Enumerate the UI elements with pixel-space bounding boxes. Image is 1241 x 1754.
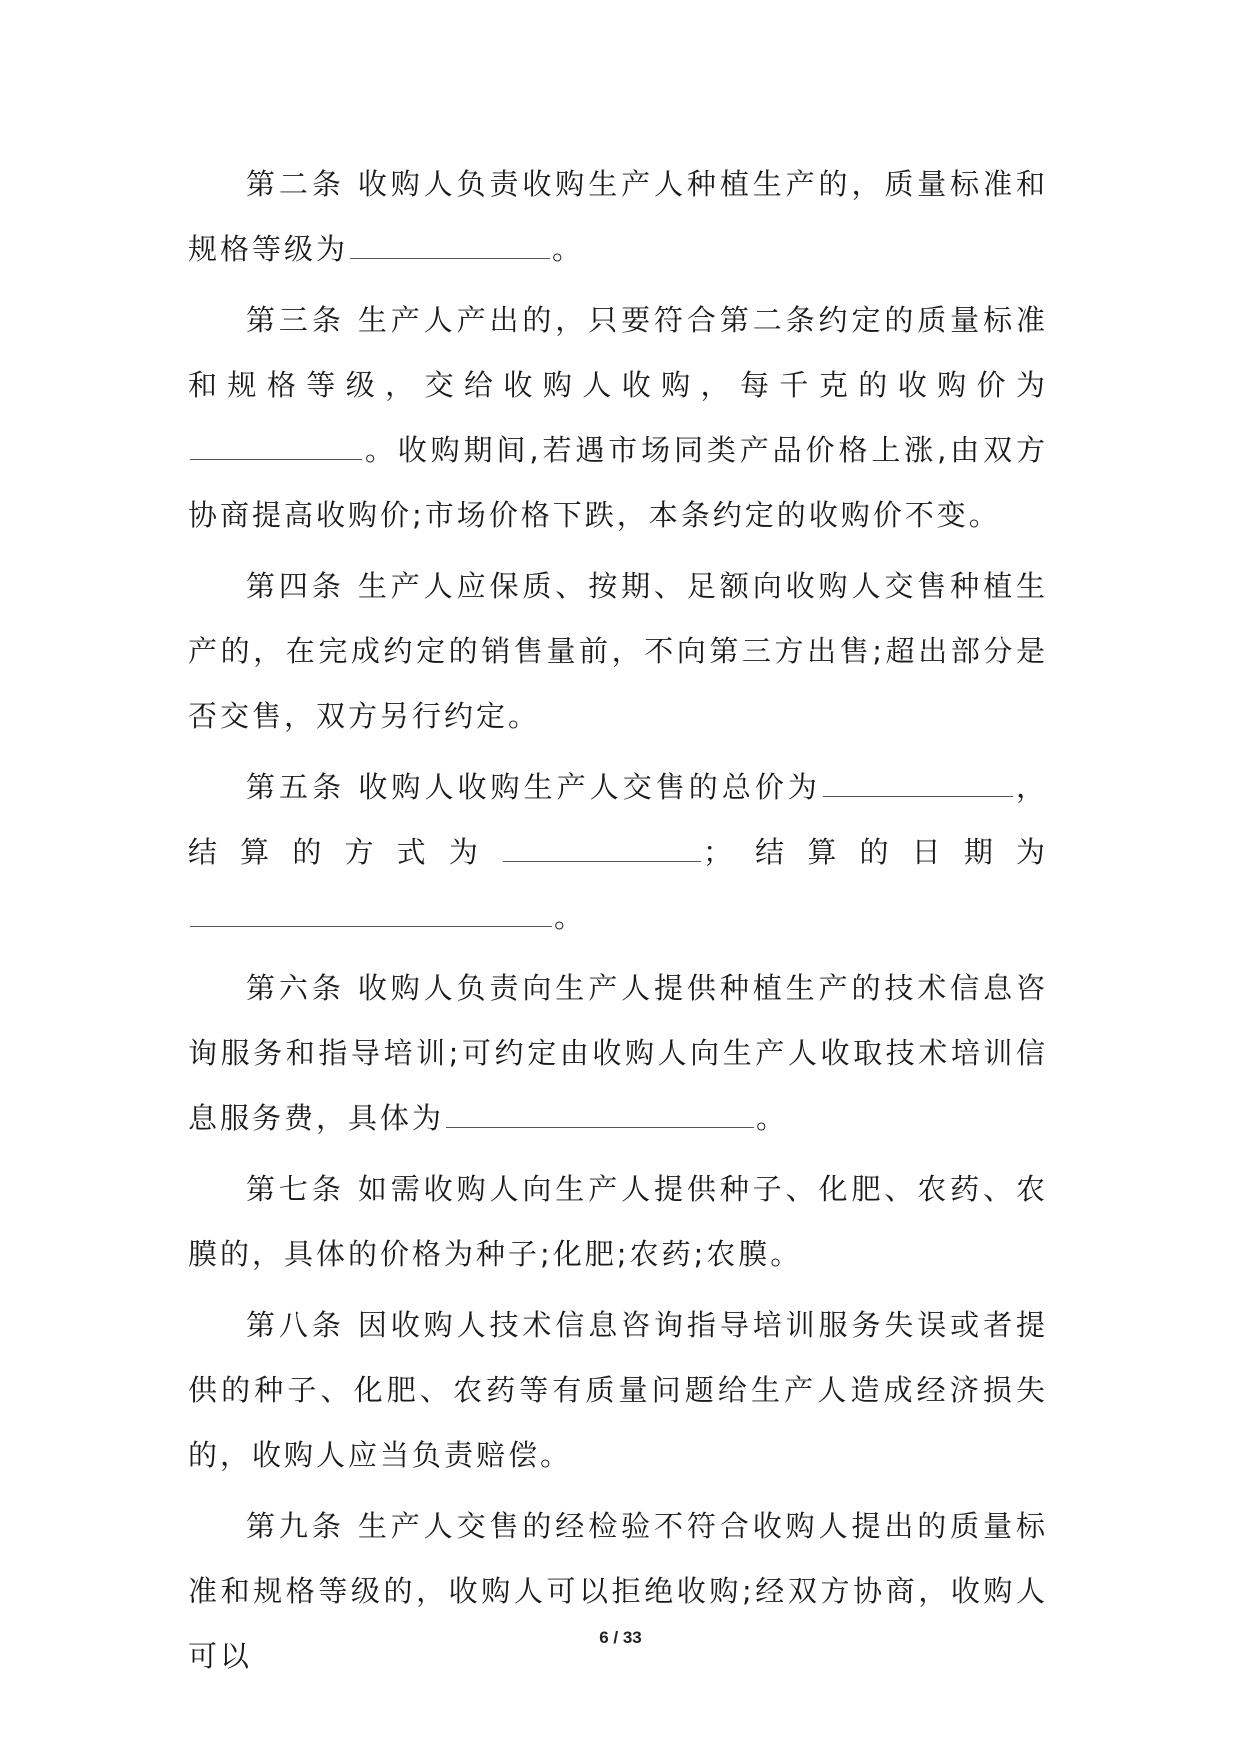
article-3-text-end: 。收购期间,若遇市场同类产品价格上涨,由双方协商提高收购价;市场价格下跌，本条约定的收购价不变。 xyxy=(188,433,1048,532)
page-number: 6 / 33 xyxy=(599,1628,642,1647)
article-5-text-end: 。 xyxy=(554,900,587,934)
article-9-text: 第九条 生产人交售的经检验不符合收购人提出的质量标准和规格等级的，收购人可以拒绝收购;经双方协商，收购人可以 xyxy=(188,1509,1048,1673)
article-3-paragraph xyxy=(188,288,1048,548)
article-6-text: 第六条 收购人负责向生产人提供种植生产的技术信息咨询服务和指导培训;可约定由收购人向生产人收取技术培训信息服务费，具体为 xyxy=(188,971,1048,1135)
fill-in-blank xyxy=(190,904,552,927)
article-2-text: 第二条 收购人负责收购生产人种植生产的，质量标准和规格等级为 xyxy=(188,167,1048,266)
article-4-paragraph xyxy=(188,554,1048,749)
document-body xyxy=(188,152,1048,1695)
article-2-text-end: 。 xyxy=(552,232,585,266)
article-6-paragraph xyxy=(188,956,1048,1151)
article-8-text: 第八条 因收购人技术信息咨询指导培训服务失误或者提供的种子、化肥、农药等有质量问题给生产人造成经济损失的，收购人应当负责赔偿。 xyxy=(188,1308,1048,1472)
article-5-text: 第五条 收购人收购生产人交售的总价为 xyxy=(246,770,821,804)
article-5-text-mid2: ；结算的日期为 xyxy=(703,835,1048,869)
article-6-text-end: 。 xyxy=(756,1101,789,1135)
article-8-paragraph xyxy=(188,1293,1048,1488)
article-9-paragraph xyxy=(188,1494,1048,1689)
fill-in-blank xyxy=(190,437,362,460)
fill-in-blank xyxy=(446,1105,754,1128)
article-5-text-mid1: ，结算的方式为 xyxy=(188,770,1048,869)
article-7-text: 第七条 如需收购人向生产人提供种子、化肥、农药、农膜的，具体的价格为种子;化肥;农药;农膜。 xyxy=(188,1172,1048,1271)
fill-in-blank xyxy=(823,774,1013,797)
article-2-paragraph xyxy=(188,152,1048,282)
article-3-text: 第三条 生产人产出的，只要符合第二条约定的质量标准和规格等级，交给收购人收购，每千克的收购价为 xyxy=(188,303,1048,402)
fill-in-blank xyxy=(503,839,701,862)
article-4-text: 第四条 生产人应保质、按期、足额向收购人交售种植生产的，在完成约定的销售量前，不向第三方出售;超出部分是否交售，双方另行约定。 xyxy=(188,569,1048,733)
article-5-paragraph xyxy=(188,755,1048,950)
fill-in-blank xyxy=(350,236,550,259)
article-7-paragraph xyxy=(188,1157,1048,1287)
